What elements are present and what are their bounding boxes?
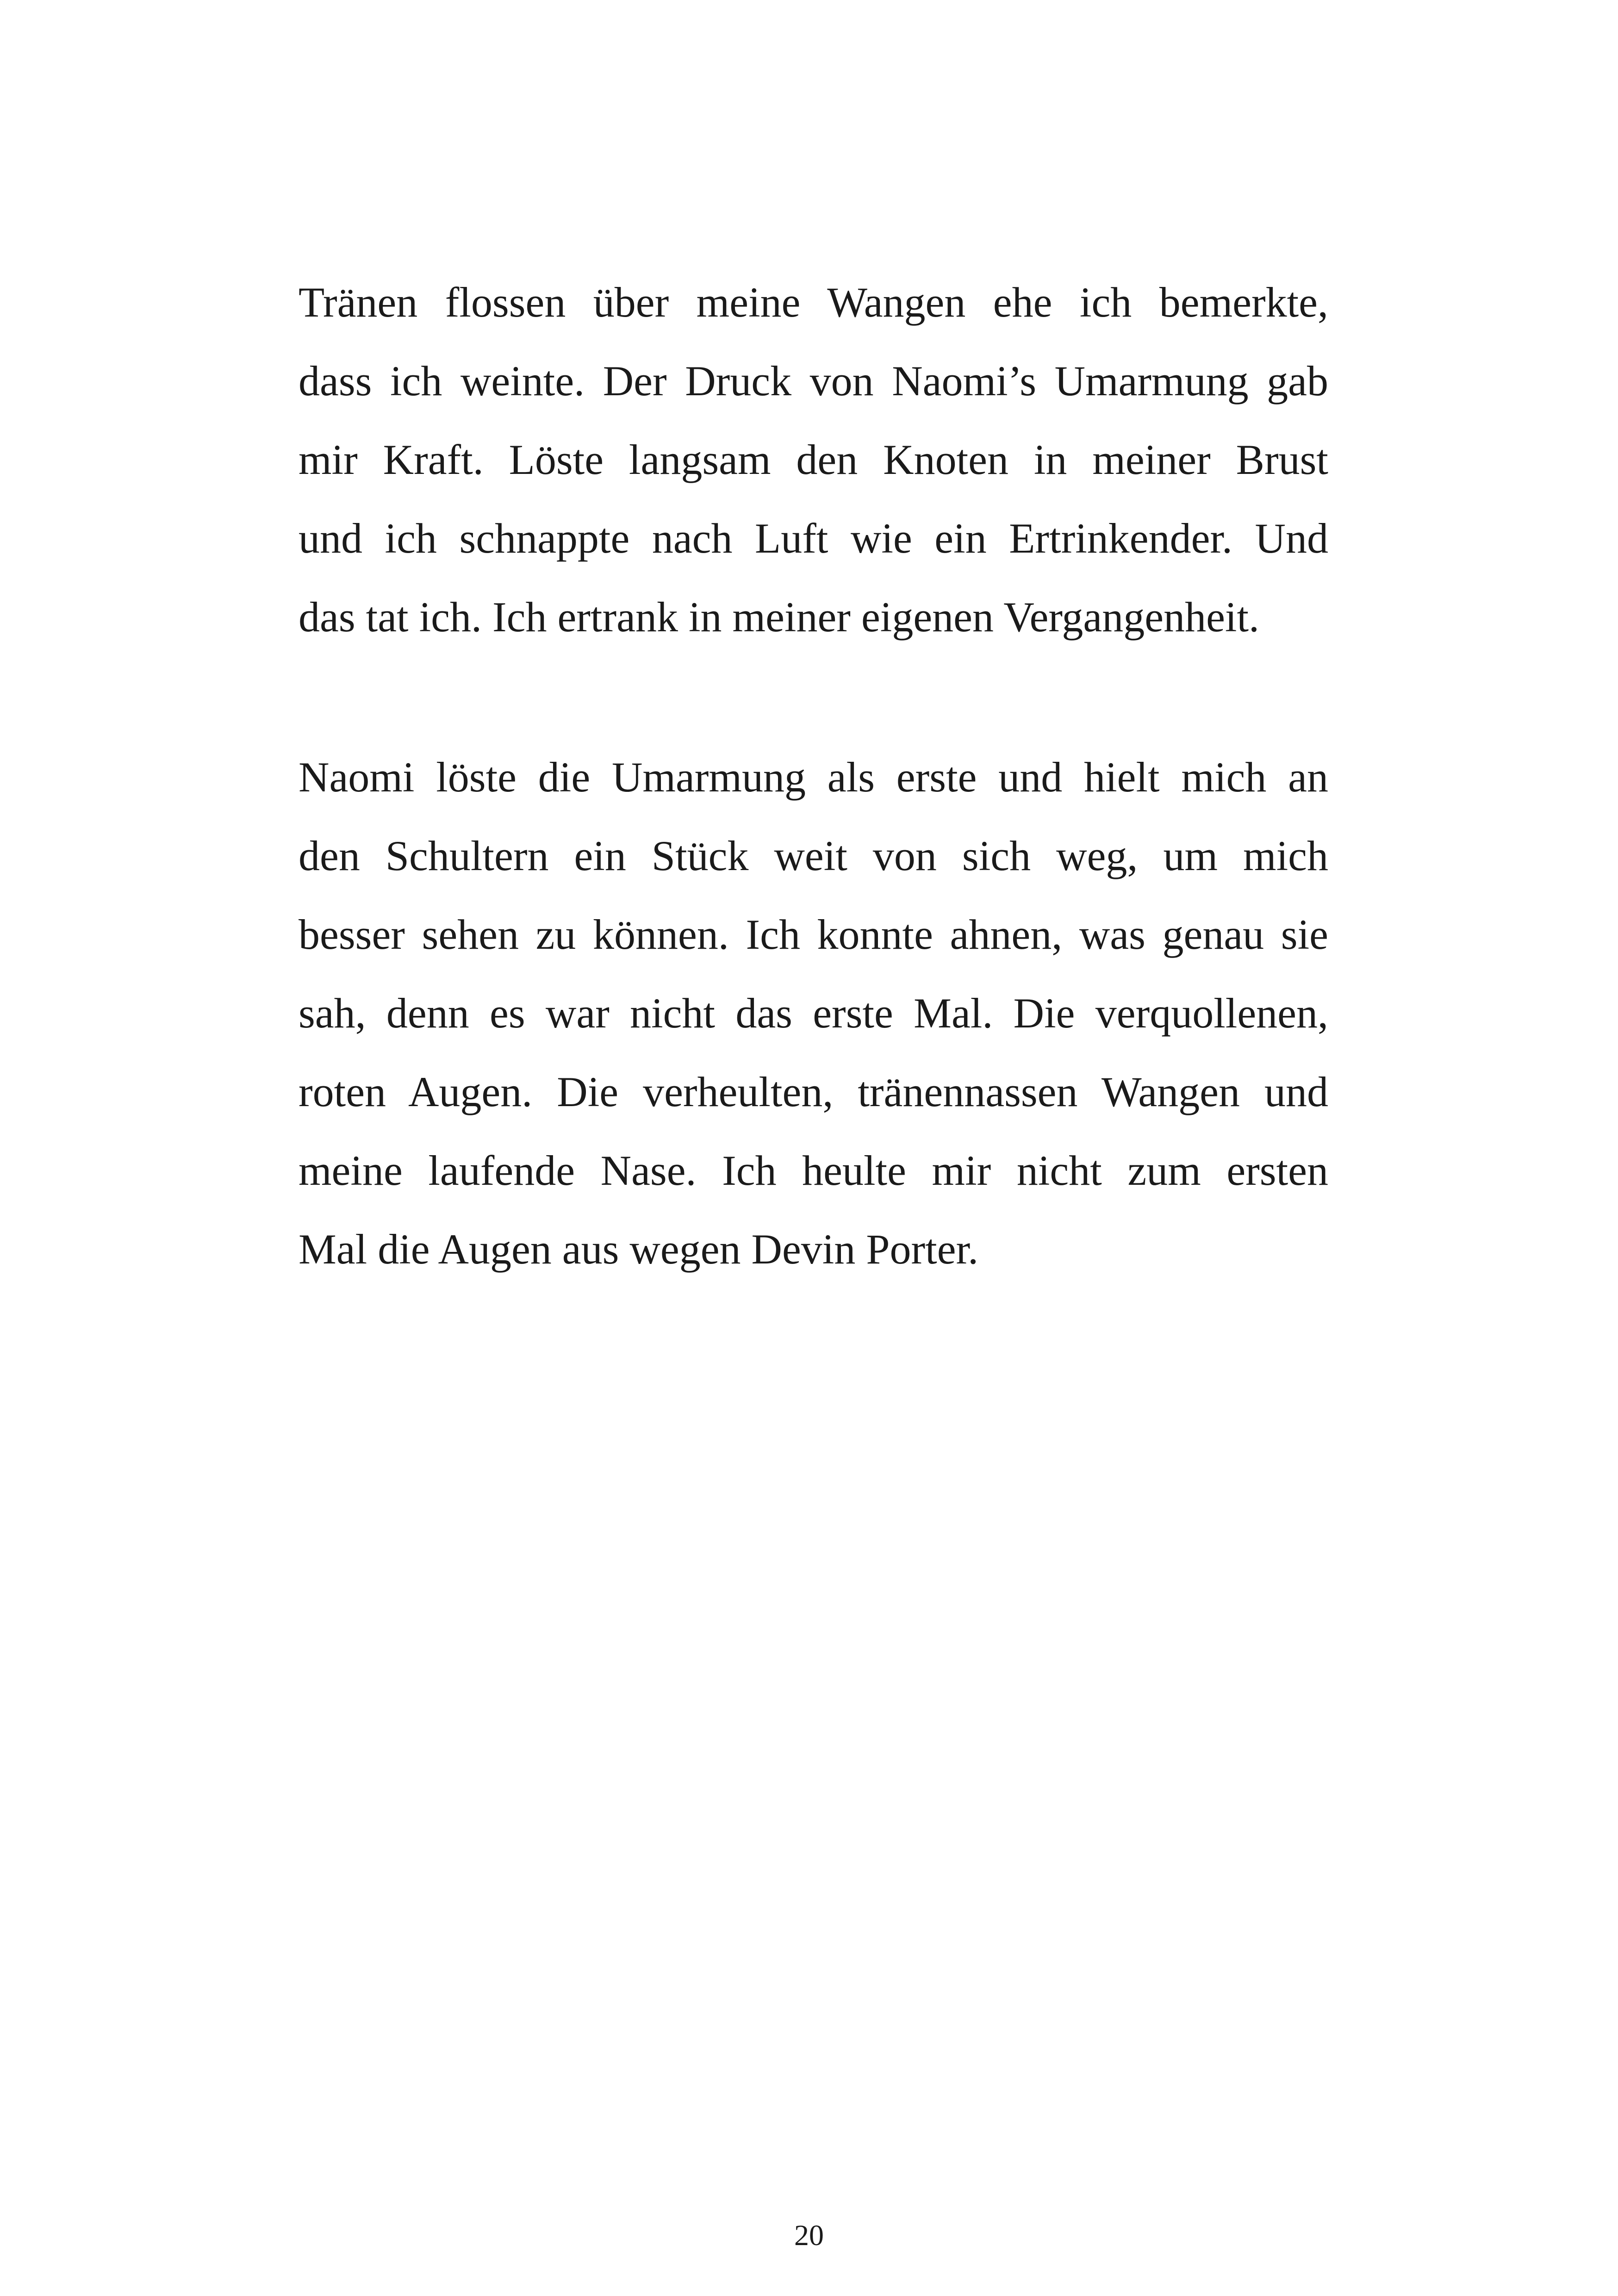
paragraph-line: und ich schnappte nach Luft wie ein Ertrinkender. Und bbox=[299, 515, 1328, 562]
page-number: 20 bbox=[794, 2219, 824, 2252]
paragraph-line: Tränen flossen über meine Wangen ehe ich bemerkte, bbox=[299, 279, 1328, 326]
paragraph-line: das tat ich. Ich ertrank in meiner eigenen Vergangenheit. bbox=[299, 593, 1260, 641]
paragraph-1 bbox=[299, 263, 1328, 656]
paragraph-line: roten Augen. Die verheulten, tränennassen Wangen und bbox=[299, 1068, 1328, 1115]
paragraph-line: dass ich weinte. Der Druck von Naomi’s Umarmung gab bbox=[299, 357, 1328, 404]
paragraph-line: sah, denn es war nicht das erste Mal. Die verquollenen, bbox=[299, 989, 1328, 1037]
paragraph-line: den Schultern ein Stück weit von sich weg, um mich bbox=[299, 832, 1328, 879]
paragraph-line: meine laufende Nase. Ich heulte mir nicht zum ersten bbox=[299, 1147, 1328, 1194]
paragraph-2 bbox=[299, 738, 1328, 1288]
paragraph-line: besser sehen zu können. Ich konnte ahnen, was genau sie bbox=[299, 911, 1328, 958]
paragraph-line: Mal die Augen aus wegen Devin Porter. bbox=[299, 1226, 979, 1273]
paragraph-line: Naomi löste die Umarmung als erste und hielt mich an bbox=[299, 753, 1328, 801]
paragraph-line: mir Kraft. Löste langsam den Knoten in meiner Brust bbox=[299, 436, 1328, 483]
